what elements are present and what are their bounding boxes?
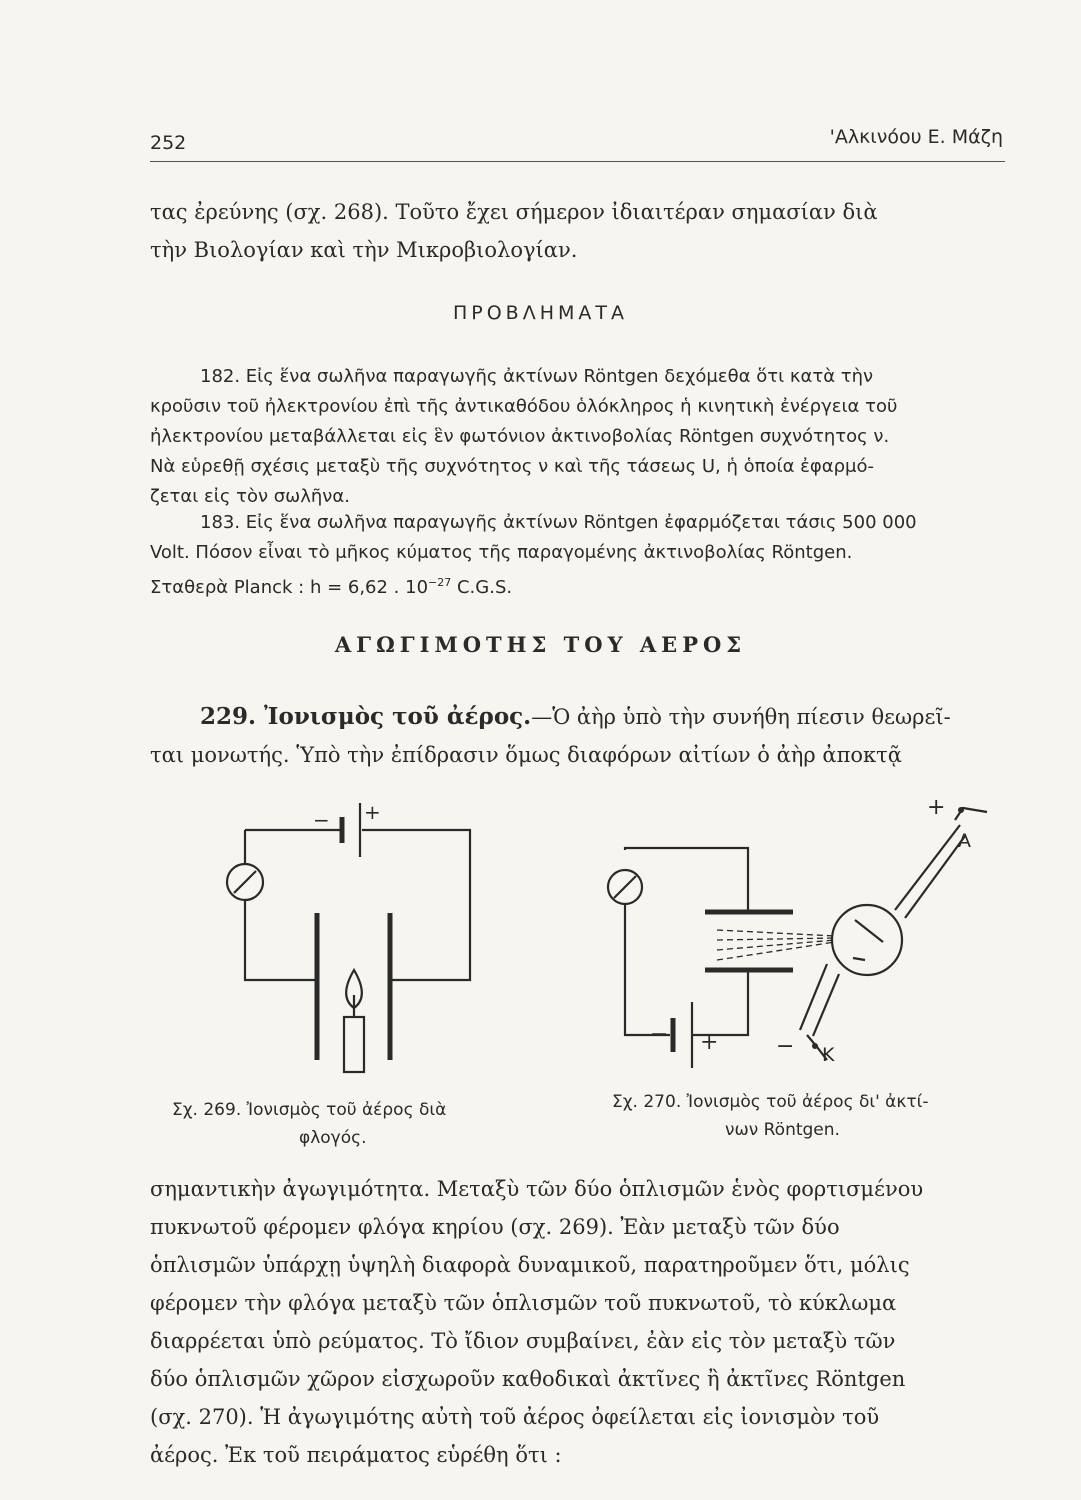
intro-line: τὴν Βιολογίαν καὶ τὴν Μικροβιολογίαν. xyxy=(150,238,578,262)
running-header-author: 'Αλκινόου Ε. Μάζη xyxy=(829,126,1003,148)
section-lead-line: —Ὁ ἀὴρ ὑπὸ τὴν συνήθη πίεσιν θεωρεῖ- xyxy=(531,705,951,729)
anticathode xyxy=(855,920,883,942)
section-lead xyxy=(150,698,1010,774)
xray-beam xyxy=(717,930,835,960)
problem-line: 183. Εἰς ἕνα σωλῆνα παραγωγῆς ἀκτίνων Röntgen ἐφαρμόζεται τάσις 500 000 xyxy=(200,512,917,533)
page-number: 252 xyxy=(150,132,187,154)
tube-neck xyxy=(895,825,960,910)
body-line: δύο ὁπλισμῶν χῶρον εἰσχωροῦν καθοδικαὶ ἀκτῖνες ἢ ἀκτῖνες Röntgen xyxy=(150,1367,906,1391)
planck-prefix: Σταθερὰ Planck : h = 6,62 . 10 xyxy=(150,577,429,598)
fig269-wire xyxy=(245,830,470,980)
tube-neck xyxy=(800,964,827,1030)
fig269-plus-label: + xyxy=(364,800,381,824)
body-paragraph xyxy=(150,1170,1010,1474)
section-lead-line: ται μονωτής. Ὑπὸ τὴν ἐπίδρασιν ὅμως διαφόρων αἰτίων ὁ ἀὴρ ἀποκτᾷ xyxy=(150,743,902,767)
problem-183 xyxy=(150,508,1010,603)
cathode xyxy=(853,958,865,960)
fig270-battery-plus: + xyxy=(700,1030,719,1055)
section-title: ΑΓΩΓΙΜΟΤΗΣ ΤΟΥ ΑΕΡΟΣ xyxy=(334,632,747,657)
fig270-minus-label: − xyxy=(776,1034,795,1059)
body-line: φέρομεν τὴν φλόγα μεταξὺ τῶν ὁπλισμῶν τοῦ πυκνωτοῦ, τὸ κύκλωμα xyxy=(150,1291,897,1315)
intro-line: τας ἐρεύνης (σχ. 268). Τοῦτο ἔχει σήμερον ἰδιαιτέραν σημασίαν διὰ xyxy=(150,200,878,224)
intro-paragraph xyxy=(150,193,1010,269)
body-line: σημαντικὴν ἀγωγιμότητα. Μεταξὺ τῶν δύο ὁπλισμῶν ἑνὸς φορτισμένου xyxy=(150,1177,924,1201)
candle-icon xyxy=(344,1017,364,1072)
problem-line: 182. Εἰς ἕνα σωλῆνα παραγωγῆς ἀκτίνων Röntgen δεχόμεθα ὅτι κατὰ τὴν xyxy=(200,366,874,387)
body-line: πυκνωτοῦ φέρομεν φλόγα κηρίου (σχ. 269). Ἐὰν μεταξὺ τῶν δύο xyxy=(150,1215,840,1239)
fig269-minus-label: − xyxy=(313,808,330,832)
caption-line: νων Röntgen. xyxy=(725,1120,840,1140)
fig269-wire xyxy=(245,830,315,980)
body-line: διαρρέεται ὑπὸ ρεύματος. Τὸ ἴδιον συμβαίνει, ἐὰν εἰς τὸν μεταξὺ τῶν xyxy=(150,1329,896,1353)
body-line: ἀέρος. Ἐκ τοῦ πειράματος εὑρέθη ὅτι : xyxy=(150,1443,562,1467)
figure-269-caption xyxy=(172,1096,532,1152)
problem-line: ζεται εἰς τὸν σωλῆνα. xyxy=(150,486,350,507)
problem-line: Νὰ εὑρεθῇ σχέσις μεταξὺ τῆς συχνότητος ν καὶ τῆς τάσεως U, ἡ ὁποία ἐφαρμό- xyxy=(150,456,875,477)
caption-line: Σχ. 270. Ἰονισμὸς τοῦ ἀέρος δι' ἀκτί- xyxy=(612,1092,929,1112)
tube-neck xyxy=(813,974,839,1036)
terminal-dot xyxy=(812,1043,818,1049)
header-rule xyxy=(150,161,1005,162)
tube-neck xyxy=(905,836,965,918)
fig270-battery-minus: − xyxy=(650,1022,669,1047)
problems-title: ΠΡΟΒΛΗΜΑΤΑ xyxy=(452,302,628,324)
problem-line: Volt. Πόσον εἶναι τὸ μῆκος κύματος τῆς παραγομένης ἀκτινοβολίας Röntgen. xyxy=(150,542,853,563)
section-heading: 229. Ἰονισμὸς τοῦ ἀέρος. xyxy=(200,703,532,730)
xray-tube-bulb-icon xyxy=(832,905,902,975)
body-line: ὁπλισμῶν ὑπάρχῃ ὑψηλὴ διαφορὰ δυναμικοῦ, παρατηροῦμεν ὅτι, μόλις xyxy=(150,1253,910,1277)
fig270-label-k: K xyxy=(822,1044,835,1066)
figure-269-diagram xyxy=(200,795,500,1095)
planck-suffix: C.G.S. xyxy=(451,577,513,598)
planck-line xyxy=(150,568,1010,603)
body-line: (σχ. 270). Ἡ ἀγωγιμότης αὐτὴ τοῦ ἀέρος ὀφείλεται εἰς ἰονισμὸν τοῦ xyxy=(150,1405,880,1429)
caption-line: φλογός. xyxy=(299,1128,367,1148)
planck-exponent: −27 xyxy=(428,576,452,589)
fig270-plus-label: + xyxy=(927,795,946,820)
galvanometer-needle xyxy=(614,876,636,898)
fig270-label-a: A xyxy=(958,830,971,852)
problem-182 xyxy=(150,362,1010,512)
figure-270-caption xyxy=(612,1088,1032,1144)
fig270-wire xyxy=(625,848,748,910)
problem-line: κροῦσιν τοῦ ἠλεκτρονίου ἐπὶ τῆς ἀντικαθόδου ὁλόκληρος ἡ κινητικὴ ἐνέργεια τοῦ xyxy=(150,396,898,417)
galvanometer-needle xyxy=(234,871,256,893)
terminal-dot xyxy=(958,807,964,813)
problem-line: ἠλεκτρονίου μεταβάλλεται εἰς ἓν φωτόνιον ἀκτινοβολίας Röntgen συχνότητος ν. xyxy=(150,426,890,447)
caption-line: Σχ. 269. Ἰονισμὸς τοῦ ἀέρος διὰ xyxy=(172,1100,447,1120)
